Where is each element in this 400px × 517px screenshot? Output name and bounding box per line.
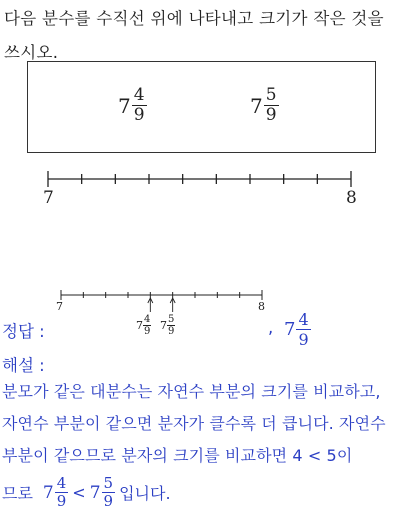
denominator: 9 bbox=[298, 330, 309, 349]
fraction bbox=[143, 314, 151, 337]
numerator: 4 bbox=[298, 310, 309, 329]
inequality-operator: < bbox=[72, 483, 86, 502]
whole: 7 bbox=[118, 93, 131, 118]
number-line-answer bbox=[61, 290, 262, 312]
fraction bbox=[55, 475, 69, 510]
fraction bbox=[102, 475, 116, 510]
question-text: 다음 분수를 수직선 위에 나타내고 크기가 작은 것을 쓰시오. bbox=[4, 9, 384, 62]
number-line-main bbox=[48, 171, 351, 187]
denominator: 9 bbox=[265, 105, 277, 125]
numerator: 4 bbox=[144, 314, 151, 325]
numerator: 4 bbox=[56, 474, 67, 492]
answer-mark-label-2 bbox=[160, 314, 175, 337]
whole: 7 bbox=[250, 93, 263, 118]
numerator: 4 bbox=[133, 85, 145, 105]
whole: 7 bbox=[284, 319, 296, 340]
denominator: 9 bbox=[144, 326, 151, 337]
number-line-end-label: 8 bbox=[346, 188, 357, 208]
whole: 7 bbox=[42, 482, 54, 503]
denominator: 9 bbox=[56, 492, 67, 510]
numerator: 5 bbox=[168, 314, 175, 325]
numerator: 5 bbox=[265, 85, 277, 105]
answer-result bbox=[284, 310, 311, 349]
answer-separator: , bbox=[268, 318, 274, 337]
denominator: 9 bbox=[133, 105, 145, 125]
number-line-start-label: 7 bbox=[43, 188, 54, 208]
denominator: 9 bbox=[168, 326, 175, 337]
whole: 7 bbox=[89, 482, 101, 503]
inequality-right bbox=[90, 475, 115, 510]
answer-line-start-label: 7 bbox=[56, 300, 63, 313]
answer-mark-label-1 bbox=[136, 314, 151, 337]
answer-label: 정답 : bbox=[2, 322, 45, 341]
explanation-inequality bbox=[2, 475, 171, 510]
explanation-label: 해설 : bbox=[2, 356, 45, 375]
inequality-left bbox=[43, 475, 68, 510]
answer-line-end-label: 8 bbox=[258, 300, 265, 313]
fraction bbox=[167, 314, 175, 337]
explanation-text: 분모가 같은 대분수는 자연수 부분의 크기를 비교하고, 자연수 부분이 같으면 분자가 클수록 더 큽니다. 자연수 부분이 같으므로 분자의 크기를 비교하면 4 < 5이 bbox=[2, 382, 386, 465]
denominator: 9 bbox=[103, 492, 114, 510]
whole: 7 bbox=[136, 319, 143, 332]
fraction bbox=[296, 310, 310, 349]
whole: 7 bbox=[160, 319, 167, 332]
explanation-prefix: 므로 bbox=[2, 484, 33, 503]
explanation-suffix: 입니다. bbox=[119, 484, 171, 503]
numerator: 5 bbox=[103, 474, 114, 492]
